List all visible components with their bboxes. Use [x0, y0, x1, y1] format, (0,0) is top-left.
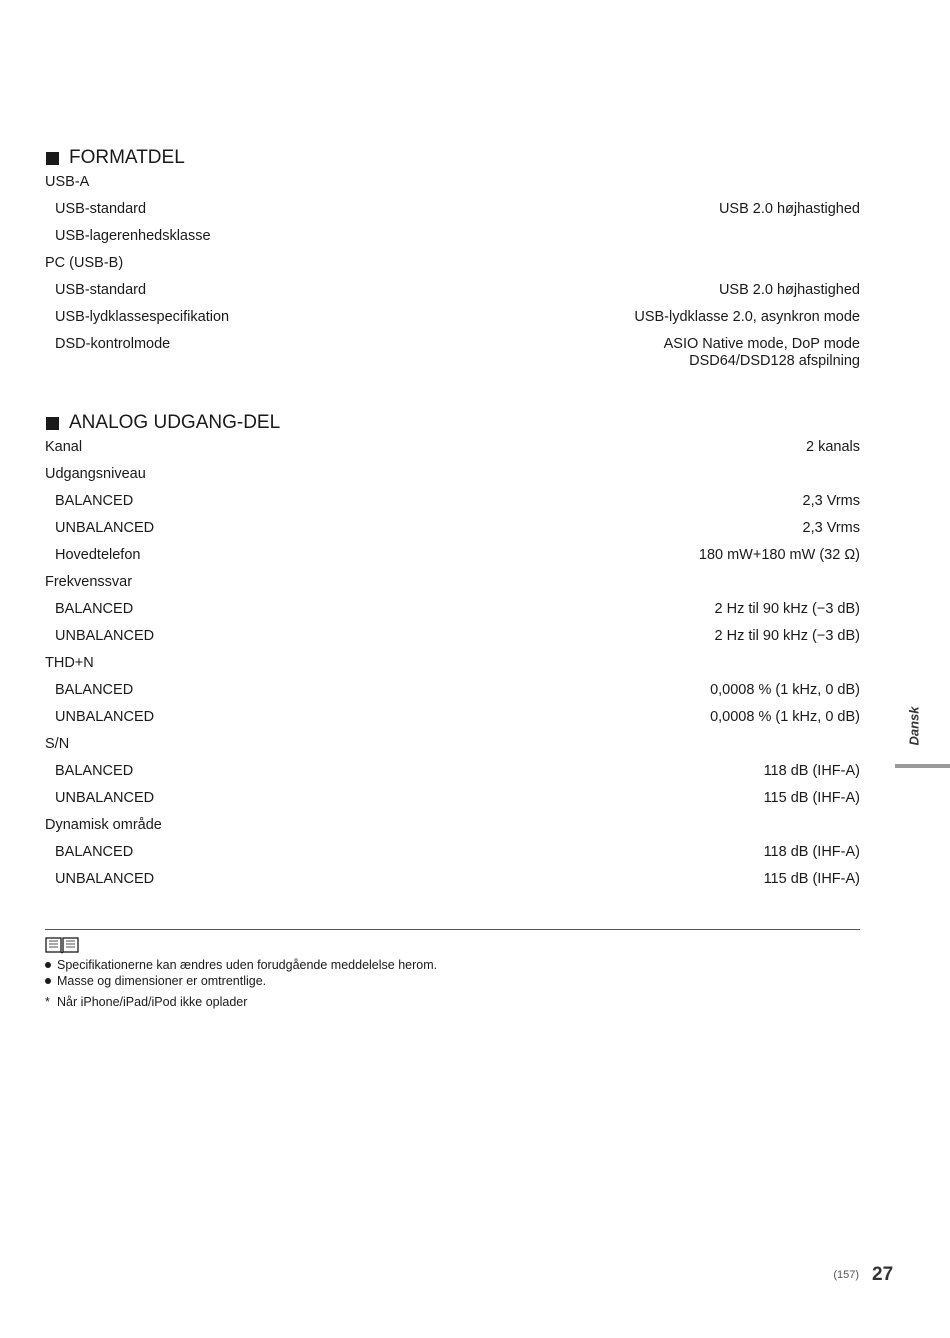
- divider: [45, 929, 860, 930]
- spec-row: [45, 466, 860, 493]
- spec-label: S/N: [45, 736, 70, 752]
- spec-label: USB-A: [45, 174, 90, 190]
- spec-value: 2 Hz til 90 kHz (−3 dB): [714, 628, 860, 644]
- spec-value: ASIO Native mode, DoP mode DSD64/DSD128 afspilning: [663, 336, 860, 369]
- open-book-icon: [45, 936, 79, 954]
- spec-label: Kanal: [45, 439, 83, 455]
- spec-label: USB-lydklassespecifikation: [55, 309, 230, 325]
- spec-table: [45, 174, 860, 374]
- spec-row: [45, 282, 860, 309]
- footnote-text: Når iPhone/iPad/iPod ikke oplader: [57, 995, 248, 1009]
- note-item: Masse og dimensioner er omtrentlige.: [45, 974, 437, 990]
- spec-label: BALANCED: [55, 493, 134, 509]
- section-analog-udgang: [45, 412, 860, 898]
- page-number: 27: [872, 1264, 894, 1285]
- footnote-mark: *: [45, 995, 50, 1009]
- bullet-icon: [45, 978, 51, 984]
- square-bullet-icon: [46, 417, 59, 430]
- spec-row: [45, 309, 860, 336]
- spec-label: BALANCED: [55, 763, 134, 779]
- spec-label: BALANCED: [55, 601, 134, 617]
- spec-row: [45, 844, 860, 871]
- spec-value: 115 dB (IHF-A): [763, 790, 860, 806]
- spec-label: THD+N: [45, 655, 94, 671]
- section-title: ANALOG UDGANG-DEL: [69, 412, 281, 433]
- spec-row: [45, 228, 860, 255]
- spec-value: 2 Hz til 90 kHz (−3 dB): [714, 601, 860, 617]
- spec-value: 0,0008 % (1 kHz, 0 dB): [710, 709, 860, 725]
- spec-value: 2,3 Vrms: [802, 493, 860, 509]
- spec-row: [45, 655, 860, 682]
- language-tab-label: Dansk: [906, 706, 922, 746]
- spec-label: Udgangsniveau: [45, 466, 146, 482]
- section-heading: [45, 147, 860, 169]
- notes: [45, 958, 437, 1011]
- spec-row: [45, 547, 860, 574]
- spec-value: 118 dB (IHF-A): [763, 844, 860, 860]
- spec-value: 2,3 Vrms: [802, 520, 860, 536]
- spec-label: BALANCED: [55, 682, 134, 698]
- spec-row: [45, 682, 860, 709]
- spec-label: UNBALANCED: [55, 709, 155, 725]
- language-tab-bar: [895, 764, 950, 768]
- spec-label: Hovedtelefon: [55, 547, 141, 563]
- page-reference: (157): [833, 1269, 859, 1281]
- spec-row: [45, 628, 860, 655]
- spec-value: 115 dB (IHF-A): [763, 871, 860, 887]
- spec-label: USB-lagerenhedsklasse: [55, 228, 211, 244]
- spec-row: [45, 736, 860, 763]
- bullet-icon: [45, 962, 51, 968]
- spec-value: 2 kanals: [805, 439, 860, 455]
- spec-value: 118 dB (IHF-A): [763, 763, 860, 779]
- spec-row: [45, 709, 860, 736]
- spec-row: [45, 871, 860, 898]
- spec-row: [45, 493, 860, 520]
- spec-value: 0,0008 % (1 kHz, 0 dB): [710, 682, 860, 698]
- spec-label: UNBALANCED: [55, 790, 155, 806]
- spec-value: USB 2.0 højhastighed: [718, 282, 860, 298]
- spec-row: [45, 255, 860, 282]
- spec-label: UNBALANCED: [55, 871, 155, 887]
- spec-label: PC (USB-B): [45, 255, 124, 271]
- square-bullet-icon: [46, 152, 59, 165]
- spec-row: [45, 439, 860, 466]
- spec-label: USB-standard: [55, 201, 147, 217]
- spec-label: USB-standard: [55, 282, 147, 298]
- spec-row: [45, 790, 860, 817]
- section-title: FORMATDEL: [69, 147, 185, 168]
- footnote: [45, 995, 437, 1011]
- spec-row: [45, 520, 860, 547]
- spec-row: [45, 174, 860, 201]
- spec-label: BALANCED: [55, 844, 134, 860]
- spec-label: Dynamisk område: [45, 817, 162, 833]
- note-item: Specifikationerne kan ændres uden forudgående meddelelse herom.: [45, 958, 437, 974]
- spec-label: DSD-kontrolmode: [55, 336, 171, 352]
- section-heading: [45, 412, 860, 434]
- spec-row: [45, 336, 860, 374]
- spec-value: 180 mW+180 mW (32 Ω): [698, 547, 860, 563]
- spec-row: [45, 763, 860, 790]
- spec-value: USB-lydklasse 2.0, asynkron mode: [634, 309, 860, 325]
- spec-row: [45, 817, 860, 844]
- spec-label: UNBALANCED: [55, 520, 155, 536]
- spec-label: Frekvenssvar: [45, 574, 133, 590]
- spec-row: [45, 574, 860, 601]
- spec-table: [45, 439, 860, 898]
- spec-value: USB 2.0 højhastighed: [718, 201, 860, 217]
- spec-label: UNBALANCED: [55, 628, 155, 644]
- section-formatdel: [45, 147, 860, 374]
- spec-row: [45, 201, 860, 228]
- spec-row: [45, 601, 860, 628]
